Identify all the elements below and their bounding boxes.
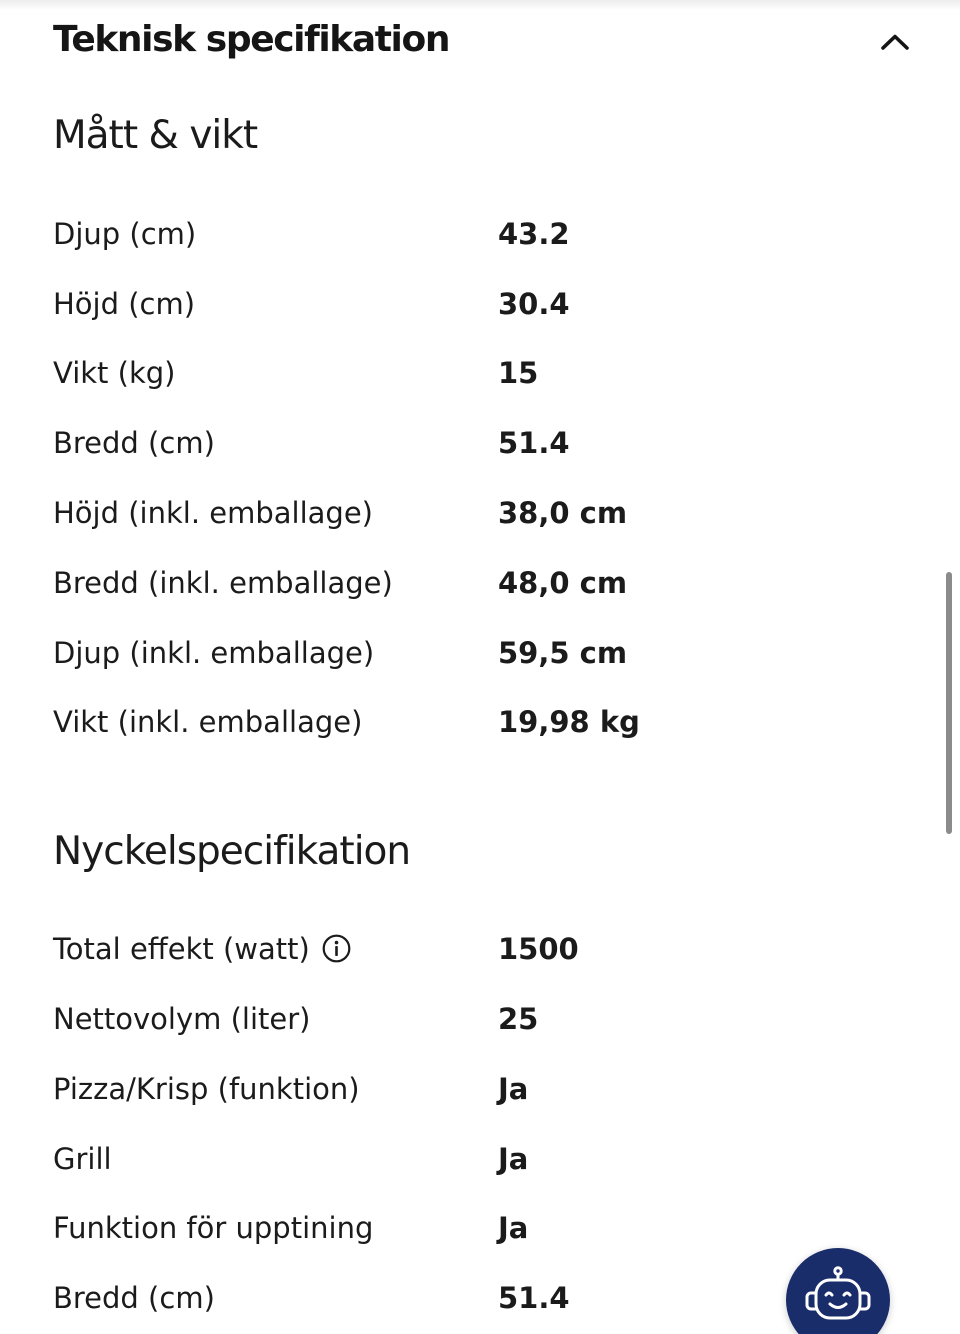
spec-label: Djup (inkl. emballage) bbox=[53, 636, 375, 670]
spec-label: Bredd (cm) bbox=[53, 1281, 215, 1315]
scrollbar-thumb[interactable] bbox=[946, 572, 952, 834]
spec-label: Funktion för upptining bbox=[53, 1211, 374, 1245]
spec-row bbox=[0, 694, 900, 750]
spec-row bbox=[0, 625, 900, 681]
spec-label: Nettovolym (liter) bbox=[53, 1002, 311, 1036]
spec-value: 19,98 kg bbox=[498, 705, 640, 739]
spec-value: Ja bbox=[498, 1142, 529, 1176]
chevron-up-icon bbox=[872, 24, 918, 62]
spec-row bbox=[0, 415, 900, 471]
spec-row bbox=[0, 206, 900, 262]
spec-row bbox=[0, 1061, 900, 1117]
spec-label: Grill bbox=[53, 1142, 112, 1176]
info-icon[interactable] bbox=[322, 934, 351, 963]
spec-label: Höjd (cm) bbox=[53, 287, 196, 321]
spec-row bbox=[0, 485, 900, 541]
spec-value: 48,0 cm bbox=[498, 566, 628, 600]
spec-label: Vikt (kg) bbox=[53, 356, 176, 390]
spec-value: 51.4 bbox=[498, 426, 570, 460]
spec-value: 25 bbox=[498, 1002, 539, 1036]
spec-value: Ja bbox=[498, 1072, 529, 1106]
spec-row bbox=[0, 1270, 900, 1326]
spec-row bbox=[0, 555, 900, 611]
spec-value: 1500 bbox=[498, 932, 579, 966]
spec-row bbox=[0, 1131, 900, 1187]
spec-value: 59,5 cm bbox=[498, 636, 628, 670]
spec-accordion-header[interactable] bbox=[0, 0, 960, 90]
spec-value: 51.4 bbox=[498, 1281, 570, 1315]
spec-label: Pizza/Krisp (funktion) bbox=[53, 1072, 360, 1106]
spec-value: Ja bbox=[498, 1211, 529, 1245]
section-title-nyckelspecifikation: Nyckelspecifikation bbox=[53, 829, 411, 874]
spec-row bbox=[0, 276, 900, 332]
spec-label: Bredd (cm) bbox=[53, 426, 215, 460]
spec-value: 30.4 bbox=[498, 287, 570, 321]
chat-assistant-button[interactable] bbox=[786, 1248, 890, 1334]
section-title-matt-vikt: Mått & vikt bbox=[53, 113, 258, 158]
scrollbar[interactable] bbox=[944, 572, 954, 834]
spec-value: 43.2 bbox=[498, 217, 570, 251]
spec-label: Höjd (inkl. emballage) bbox=[53, 496, 373, 530]
spec-row bbox=[0, 1200, 900, 1256]
spec-label: Vikt (inkl. emballage) bbox=[53, 705, 363, 739]
spec-row bbox=[0, 991, 900, 1047]
collapse-button[interactable] bbox=[872, 24, 918, 62]
spec-value: 38,0 cm bbox=[498, 496, 628, 530]
accordion-title: Teknisk specifikation bbox=[53, 19, 450, 60]
spec-label bbox=[53, 921, 351, 977]
spec-label: Bredd (inkl. emballage) bbox=[53, 566, 393, 600]
spec-value: 15 bbox=[498, 356, 539, 390]
spec-label: Djup (cm) bbox=[53, 217, 197, 251]
spec-label-text: Total effekt (watt) bbox=[53, 932, 310, 966]
spec-row bbox=[0, 345, 900, 401]
spec-row bbox=[0, 921, 900, 977]
